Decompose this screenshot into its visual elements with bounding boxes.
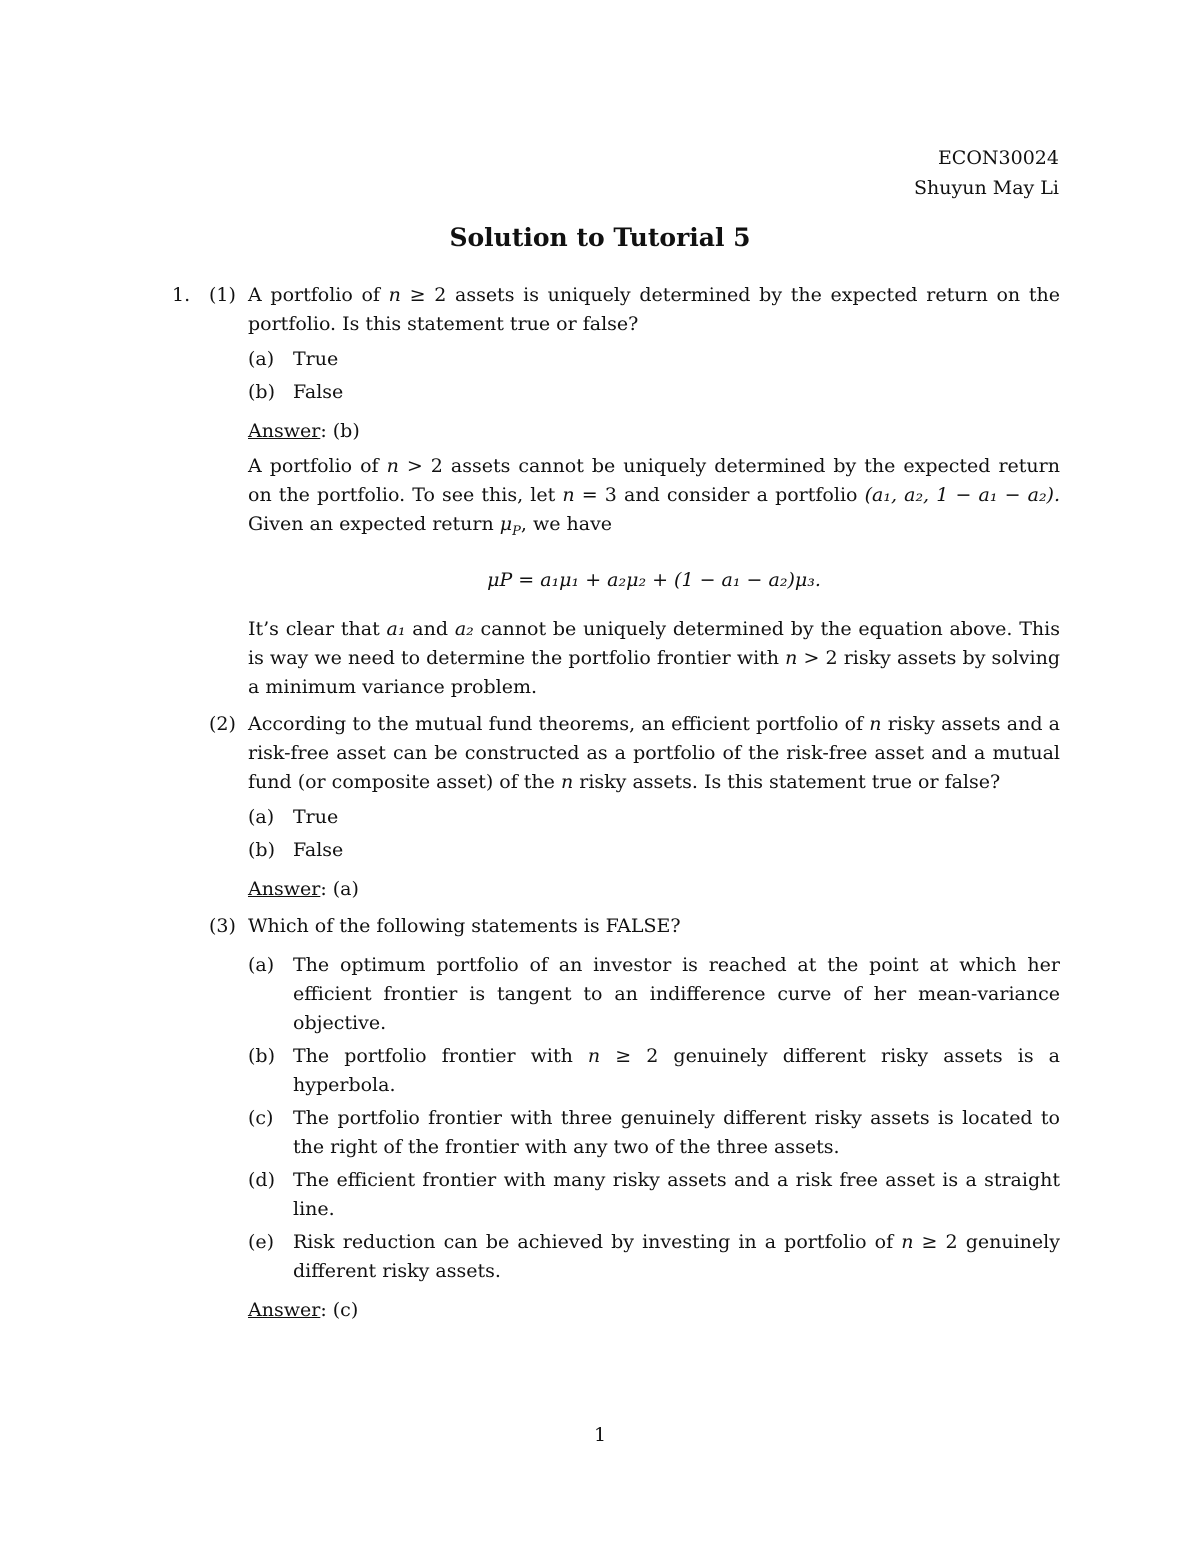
part-1-question: A portfolio of n ≥ 2 assets is uniquely determined by the expected return on the portfolio. Is this statement true or false? [248,284,1060,335]
author-name: Shuyun May Li [914,177,1059,199]
option-a: (a) True [248,805,339,828]
option-b: (b) False [248,838,344,861]
option-b: (b) False [248,381,344,403]
question-block [172,281,1060,1325]
option-a: (a) True [248,348,339,370]
question-number: 1. [172,284,191,306]
equation: μP = a₁μ₁ + a₂μ₂ + (1 − a₁ − a₂)μ₃. [487,568,821,591]
answer-line: Answer: (a) [248,877,359,900]
page-title: Solution to Tutorial 5 [449,223,751,252]
part-label: (1) [209,284,236,306]
header [914,143,1059,203]
part-3 [172,912,1060,1325]
part-label: (2) [209,712,236,735]
explanation-1: A portfolio of n > 2 assets cannot be uniquely determined by the expected return on the portfolio. To see this, let n = 3 and consider a portfolio (a₁, a₂, 1 − a₁ − a₂). Given an expected return $\mu_P$, we have [248,455,1061,539]
part-3-question: Which of the following statements is FALSE? [248,914,681,937]
option-d: (d) The efficient frontier with many risky assets and a risk free asset is a straight line. [248,1168,1060,1220]
option-a: (a) The optimum portfolio of an investor is reached at the point at which her efficient frontier is tangent to an indifference curve of her mean-variance objective. [248,953,1060,1034]
explanation-2: It’s clear that a₁ and a₂ cannot be uniquely determined by the equation above. This is way we need to determine the portfolio frontier with n > 2 risky assets by solving a minimum variance problem. [248,617,1061,698]
answer-line: Answer: (c) [248,1298,359,1321]
part-1 [172,281,1060,702]
course-code: ECON30024 [937,147,1059,169]
part-label: (3) [209,914,236,937]
option-e: (e) Risk reduction can be achieved by investing in a portfolio of n ≥ 2 genuinely different risky assets. [248,1230,1060,1282]
option-c: (c) The portfolio frontier with three genuinely different risky assets is located to the right of the frontier with any two of the three assets. [248,1106,1060,1158]
page-number: 1 [593,1424,607,1446]
part-2 [172,710,1060,904]
answer-line: Answer: (b) [248,420,360,442]
part-2-question: According to the mutual fund theorems, an efficient portfolio of n risky assets and a risk-free asset can be constructed as a portfolio of the risk-free asset and a mutual fund (or composite asset) of the n risky assets. Is this statement true or false? [248,712,1061,793]
option-b: (b) The portfolio frontier with n ≥ 2 genuinely different risky assets is a hyperbola. [248,1044,1060,1096]
